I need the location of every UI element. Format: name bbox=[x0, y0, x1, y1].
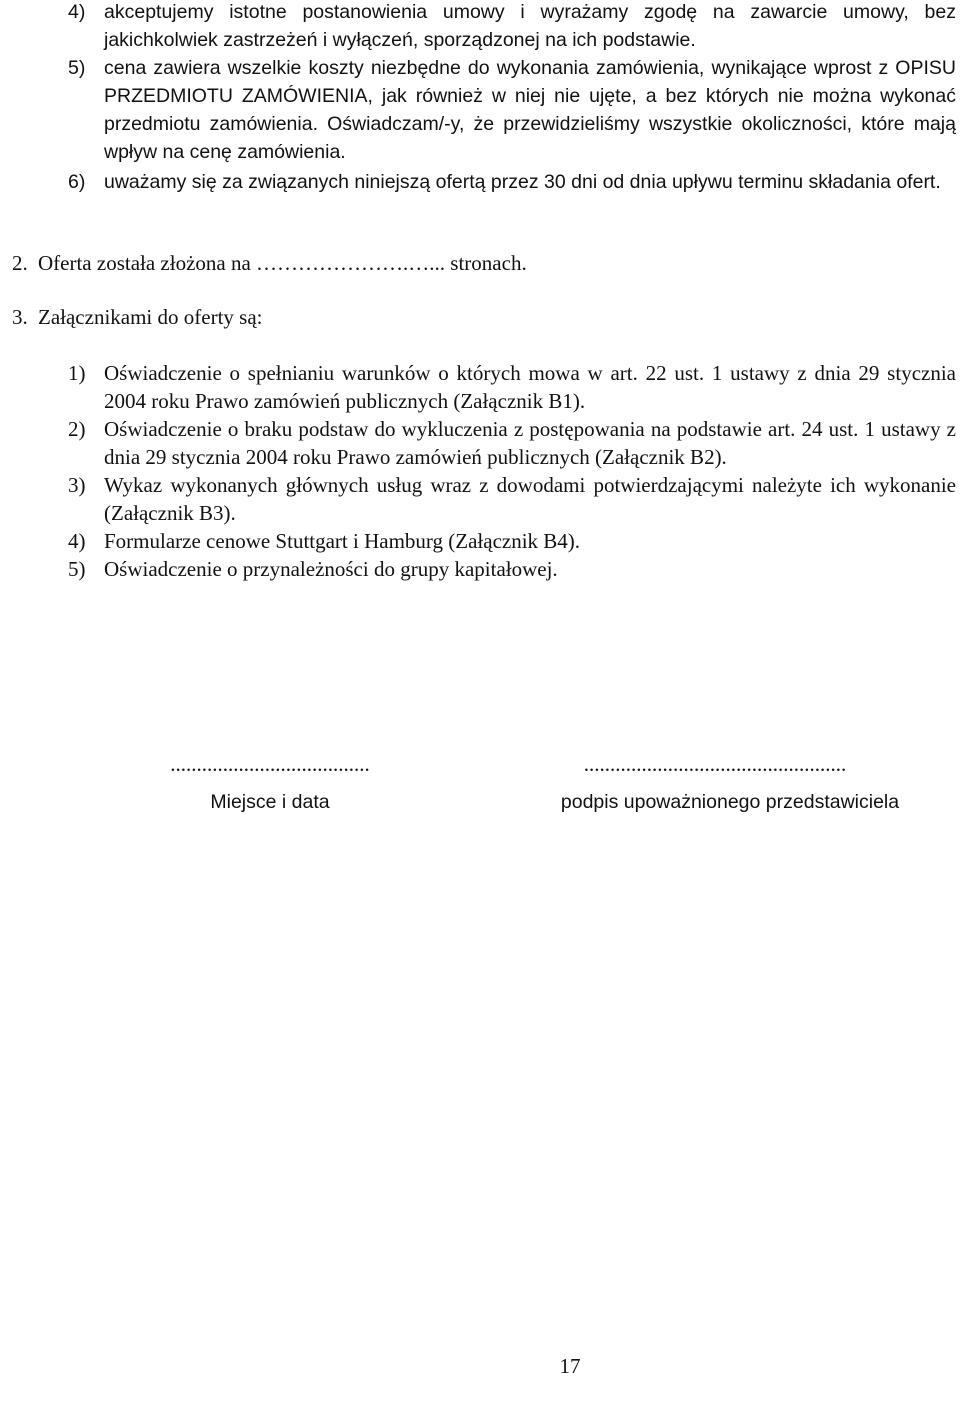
list-item bbox=[68, 555, 956, 583]
item-text: Oświadczenie o przynależności do grupy kapitałowej. bbox=[104, 557, 558, 581]
item-text: akceptujemy istotne postanowienia umowy i wyrażamy zgodę na zawarcie umowy, bez jakichkolwiek zastrzeżeń i wyłączeń, sporządzonej na ich podstawie. bbox=[104, 1, 956, 51]
place-date-label: Miejsce i data bbox=[210, 791, 330, 813]
signature-block bbox=[520, 750, 940, 816]
declarations-list bbox=[68, 0, 956, 196]
attachments-list bbox=[68, 359, 956, 583]
section-2 bbox=[12, 249, 912, 277]
item-text: Formularze cenowe Stuttgart i Hamburg (Załącznik B4). bbox=[104, 529, 581, 553]
section-3 bbox=[12, 303, 912, 331]
item-number: 5) bbox=[68, 557, 86, 581]
section-number: 2. bbox=[12, 251, 28, 275]
list-item bbox=[68, 527, 956, 555]
list-item bbox=[68, 168, 956, 196]
item-number: 4) bbox=[68, 1, 86, 23]
section-number: 3. bbox=[12, 305, 28, 329]
item-text: Oświadczenie o spełnianiu warunków o których mowa w art. 22 ust. 1 ustawy z dnia 29 stycznia 2004 roku Prawo zamówień publicznych (Załącznik B1). bbox=[104, 361, 956, 413]
item-number: 4) bbox=[68, 529, 86, 553]
item-number: 2) bbox=[68, 417, 86, 441]
place-date-block bbox=[130, 750, 470, 816]
section-text: Załącznikami do oferty są: bbox=[38, 305, 263, 329]
list-item bbox=[68, 359, 956, 415]
signature-dots: .................................................. bbox=[583, 752, 847, 776]
item-number: 5) bbox=[68, 57, 86, 79]
place-date-dots: ...................................... bbox=[170, 752, 370, 776]
list-item bbox=[68, 0, 956, 54]
item-text: Wykaz wykonanych głównych usług wraz z dowodami potwierdzającymi należyte ich wykonanie (Załącznik B3). bbox=[104, 473, 956, 525]
page-number: 17 bbox=[559, 1354, 581, 1378]
list-item bbox=[68, 471, 956, 527]
list-item bbox=[68, 54, 956, 166]
item-text: uważamy się za związanych niniejszą ofertą przez 30 dni od dnia upływu terminu składania ofert. bbox=[104, 171, 941, 193]
item-text: Oświadczenie o braku podstaw do wykluczenia z postępowania na podstawie art. 24 ust. 1 ustawy z dnia 29 stycznia 2004 roku Prawo zamówień publicznych (Załącznik B2). bbox=[104, 417, 956, 469]
item-text: cena zawiera wszelkie koszty niezbędne do wykonania zamówienia, wynikające wprost z OPISU PRZEDMIOTU ZAMÓWIENIA, jak również w niej nie ujęte, a bez których nie można wykonać przedmiotu zamówienia. Oświadczam/-y, że przewidzieliśmy wszystkie okoliczności, które mają wpływ na cenę zamówienia. bbox=[104, 57, 956, 163]
item-number: 6) bbox=[68, 171, 86, 193]
signature-label: podpis upoważnionego przedstawiciela bbox=[560, 791, 900, 813]
section-text: Oferta została złożona na ………………….…... stronach. bbox=[38, 251, 527, 275]
item-number: 3) bbox=[68, 473, 86, 497]
list-item bbox=[68, 415, 956, 471]
item-number: 1) bbox=[68, 361, 86, 385]
